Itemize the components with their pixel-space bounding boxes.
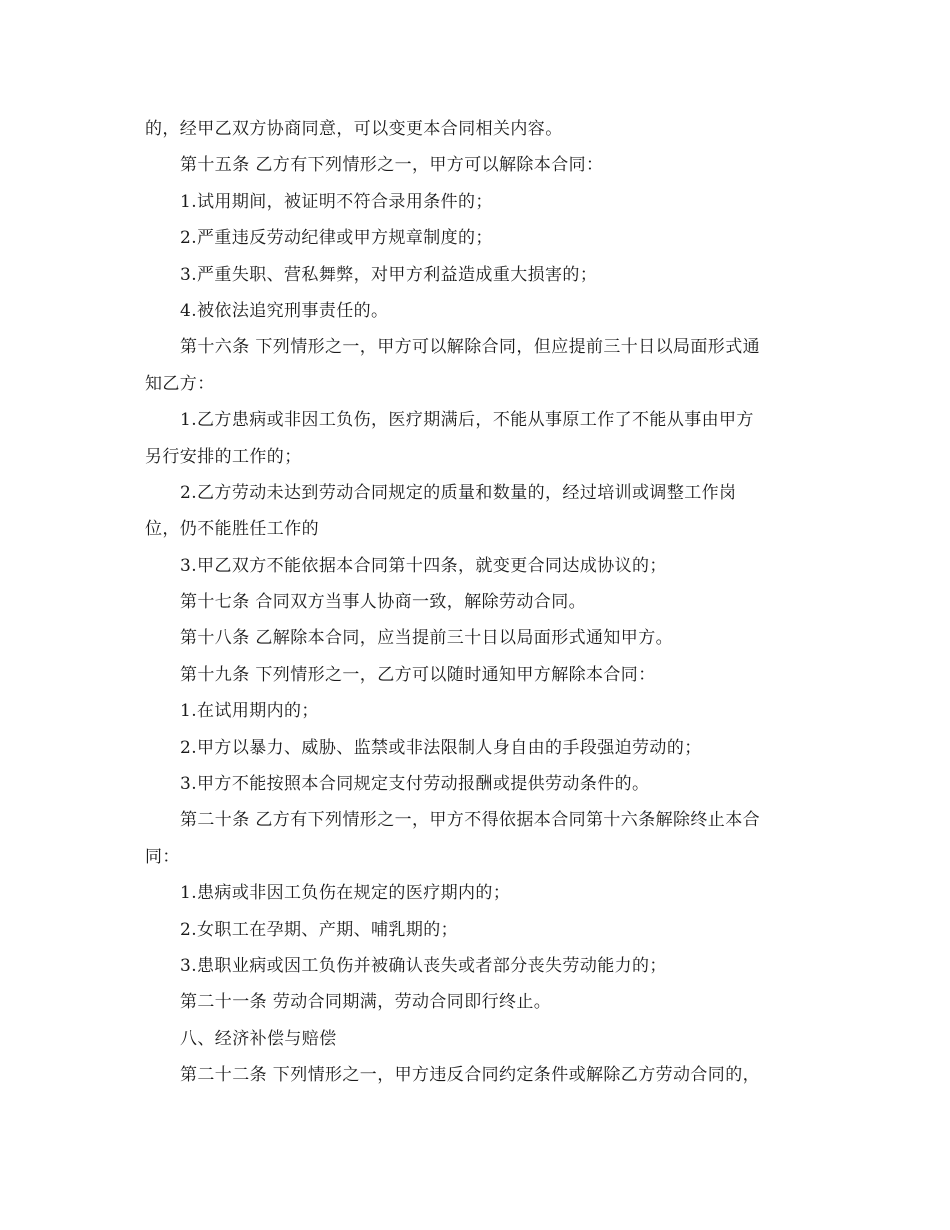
article-15-heading: 第十五条 乙方有下列情形之一，甲方可以解除本合同：	[180, 155, 604, 176]
article-19-heading: 第十九条 下列情形之一，乙方可以随时通知甲方解除本合同：	[180, 664, 656, 685]
paragraph-line: 知乙方：	[145, 373, 215, 394]
list-item: 1.乙方患病或非因工负伤，医疗期满后，不能从事原工作了不能从事由甲方	[180, 410, 754, 431]
section-heading: 八、经济补偿与赔偿	[180, 1028, 337, 1049]
article-22-heading: 第二十二条 下列情形之一，甲方违反合同约定条件或解除乙方劳动合同的，	[180, 1065, 761, 1086]
list-item: 2.女职工在孕期、产期、哺乳期的；	[180, 919, 459, 940]
list-item: 3.甲方不能按照本合同规定支付劳动报酬或提供劳动条件的。	[180, 774, 650, 795]
paragraph-line: 的，经甲乙双方协商同意，可以变更本合同相关内容。	[145, 119, 563, 139]
document-body	[145, 111, 808, 1094]
list-item: 2.甲方以暴力、威胁、监禁或非法限制人身自由的手段强迫劳动的；	[180, 737, 702, 758]
article-17-heading: 第十七条 合同双方当事人协商一致，解除劳动合同。	[180, 592, 587, 613]
list-item: 1.患病或非因工负伤在规定的医疗期内的；	[180, 883, 511, 904]
article-16-heading: 第十六条 下列情形之一，甲方可以解除合同，但应提前三十日以局面形式通	[180, 337, 761, 358]
list-item: 3.甲乙双方不能依据本合同第十四条，就变更合同达成协议的；	[180, 555, 667, 576]
paragraph-line: 位，仍不能胜任工作的	[145, 519, 319, 540]
paragraph-line: 同：	[145, 846, 180, 867]
list-item: 2.乙方劳动未达到劳动合同规定的质量和数量的，经过培训或调整工作岗	[180, 482, 737, 503]
list-item: 3.严重失职、营私舞弊，对甲方利益造成重大损害的；	[180, 264, 598, 285]
list-item: 1.试用期间，被证明不符合录用条件的；	[180, 191, 493, 212]
article-21-heading: 第二十一条 劳动合同期满，劳动合同即行终止。	[180, 992, 552, 1013]
list-item: 3.患职业病或因工负伤并被确认丧失或者部分丧失劳动能力的；	[180, 955, 667, 976]
list-item: 4.被依法追究刑事责任的。	[180, 300, 389, 321]
list-item: 1.在试用期内的；	[180, 701, 319, 722]
paragraph-line: 另行安排的工作的；	[145, 446, 302, 467]
list-item: 2.严重违反劳动纪律或甲方规章制度的；	[180, 228, 493, 249]
article-18-heading: 第十八条 乙解除本合同，应当提前三十日以局面形式通知甲方。	[180, 628, 674, 649]
article-20-heading: 第二十条 乙方有下列情形之一，甲方不得依据本合同第十六条解除终止本合	[180, 810, 761, 831]
